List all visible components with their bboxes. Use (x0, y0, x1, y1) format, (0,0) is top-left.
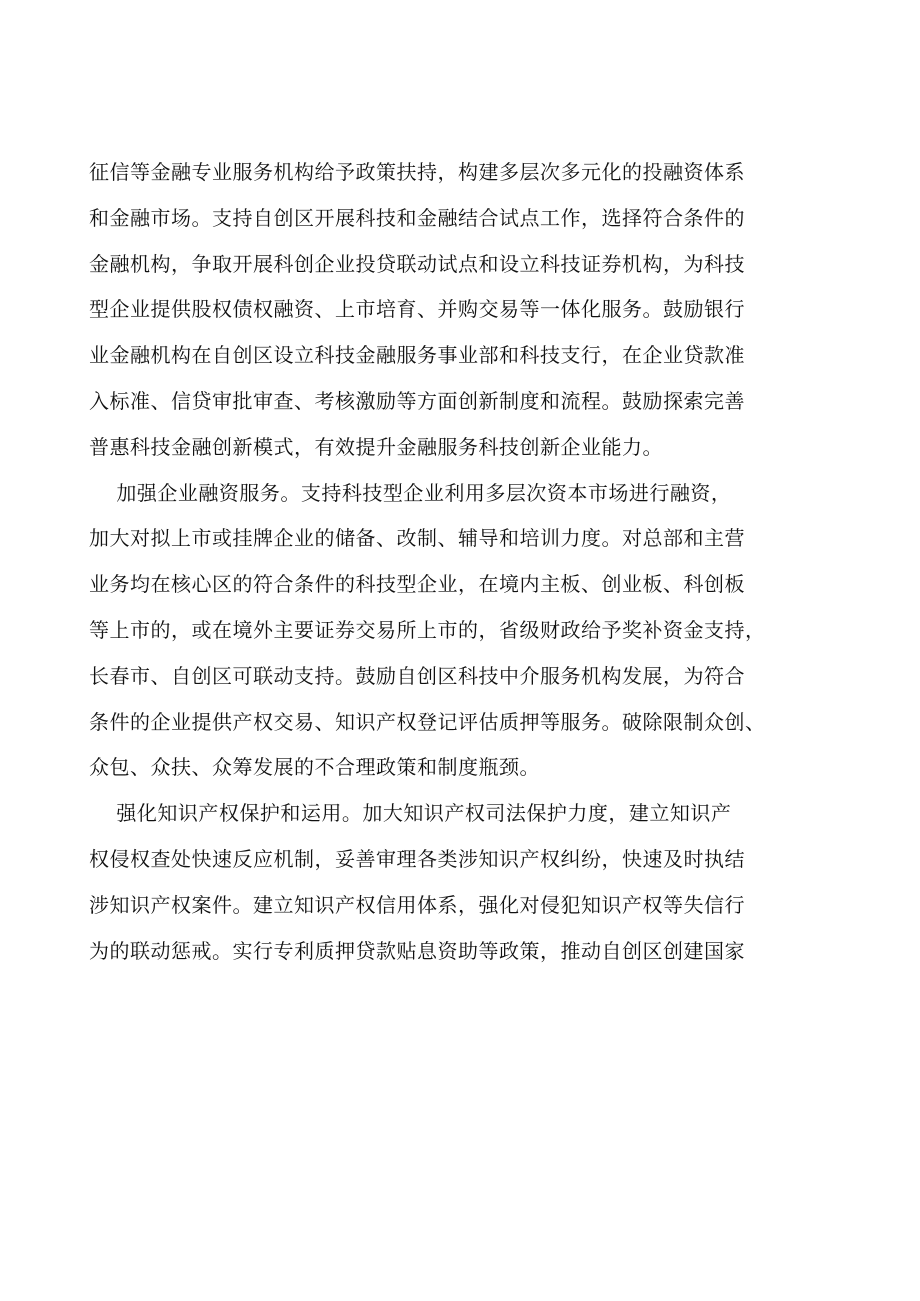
text-line: 为的联动惩戒。实行专利质押贷款贴息资助等政策，推动自创区创建国家 (89, 938, 745, 963)
text-line: 众包、众扶、众筹发展的不合理政策和制度瓶颈。 (89, 755, 540, 780)
text-line: 普惠科技金融创新模式，有效提升金融服务科技创新企业能力。 (89, 434, 663, 459)
text-line: 加强企业融资服务。支持科技型企业利用多层次资本市场进行融资， (89, 480, 732, 505)
text-line: 入标准、信贷审批审查、考核激励等方面创新制度和流程。鼓励探索完善 (89, 388, 745, 413)
text-line: 条件的企业提供产权交易、知识产权登记评估质押等服务。破除限制众创、 (89, 709, 766, 734)
paragraph-financing-services (89, 471, 849, 792)
text-line: 加大对拟上市或挂牌企业的储备、改制、辅导和培训力度。对总部和主营 (89, 526, 745, 551)
text-line: 业务均在核心区的符合条件的科技型企业，在境内主板、创业板、科创板 (89, 572, 745, 597)
text-line: 金融机构，争取开展科创企业投贷联动试点和设立科技证券机构，为科技 (89, 251, 745, 276)
text-line: 征信等金融专业服务机构给予政策扶持，构建多层次多元化的投融资体系 (89, 160, 745, 184)
document-body (89, 150, 849, 974)
text-line: 强化知识产权保护和运用。加大知识产权司法保护力度，建立知识产 (89, 801, 732, 826)
text-line: 和金融市场。支持自创区开展科技和金融结合试点工作，选择符合条件的 (89, 205, 745, 230)
text-line: 权侵权查处快速反应机制，妥善审理各类涉知识产权纠纷，快速及时执结 (89, 846, 745, 871)
text-line: 等上市的，或在境外主要证券交易所上市的，省级财政给予奖补资金支持， (89, 617, 766, 642)
text-line: 业金融机构在自创区设立科技金融服务事业部和科技支行，在企业贷款准 (89, 343, 745, 368)
text-line: 型企业提供股权债权融资、上市培育、并购交易等一体化服务。鼓励银行 (89, 297, 745, 322)
paragraph-ip-protection (89, 791, 849, 974)
text-line: 长春市、自创区可联动支持。鼓励自创区科技中介服务机构发展，为符合 (89, 663, 745, 688)
text-line: 涉知识产权案件。建立知识产权信用体系，强化对侵犯知识产权等失信行 (89, 892, 745, 917)
paragraph-financial-support (89, 150, 849, 471)
